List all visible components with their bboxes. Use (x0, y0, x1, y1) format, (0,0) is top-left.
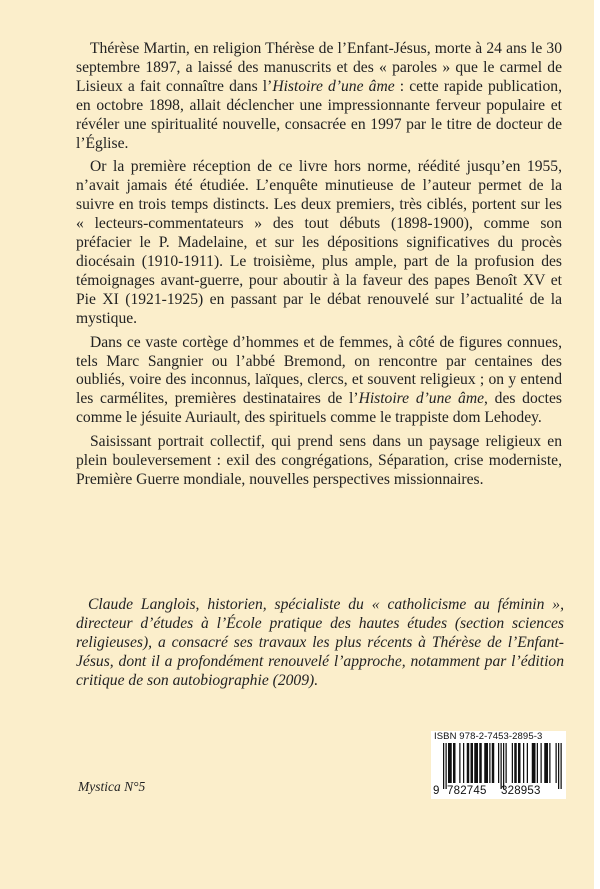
barcode-bar (498, 743, 499, 783)
page-edge (594, 0, 600, 889)
barcode-bar (459, 743, 460, 783)
barcode-guard-bar (501, 743, 502, 789)
blurb-paragraph-4: Saisissant portrait collectif, qui prend sens dans un paysage religieux en plein bouleversement : exil des congrégations, Séparation, crise moderniste, Première Guerre mondiale, nouvelles perspectives missionnaires. (76, 433, 562, 488)
bio-text-f: Thérèse de l’Enfant-Jésus (76, 633, 564, 670)
barcode-guard-bar (446, 743, 447, 789)
barcode-bar (544, 743, 548, 783)
barcode-bar (467, 743, 470, 783)
blurb-paragraph-1 (76, 40, 562, 153)
isbn-number: ISBN 978-2-7453-2895-3 (434, 731, 543, 742)
blurb-p1-text-b: : cette rapide publication, en octobre 1898, allait déclencher une impressionnante ferveur populaire et révéler une spiritualité nouvelle, consacrée en 1997 par le titre de docteur de l’Église. (76, 77, 562, 152)
back-cover-blurb (76, 40, 562, 495)
ean-first-digit: 9 (433, 785, 440, 797)
isbn-barcode (431, 731, 566, 799)
barcode-guard-bar (558, 743, 559, 789)
barcode-guard-bar (503, 743, 504, 789)
barcode-bar (448, 743, 452, 783)
barcode-bar (518, 743, 521, 783)
barcode-bar (479, 743, 482, 783)
barcode-bar (489, 743, 490, 783)
series-label: Mystica N°5 (78, 779, 146, 794)
barcode-bar (523, 743, 524, 783)
barcode-guard-bar (443, 743, 444, 789)
blurb-p1-title: Histoire d’une âme (272, 77, 395, 95)
bio-text-g: , dont il a profondément renouvelé l’approche, notamment par l’édition critique de son autobiographie (2009). (76, 652, 564, 689)
blurb-p1-text-a: Thérèse Martin, en religion Thérèse de l’Enfant-Jésus, morte à 24 ans le 30 septembre 1897, a laissé des manuscrits et des « paroles » que le carmel de Lisieux a fait connaître dans l’ (76, 40, 562, 95)
barcode-bar (492, 743, 495, 783)
bio-text-b: catholicisme au féminin (387, 596, 545, 613)
barcode-bar (484, 743, 488, 783)
barcode-bar (514, 743, 517, 783)
ean-left-digits: 782745 (447, 785, 487, 797)
ean-right-digits: 328953 (501, 785, 541, 797)
blurb-p3-title: Histoire d’une âme (358, 390, 485, 408)
blurb-p3-text-b: , des doctes comme le jésuite Auriault, des spirituels comme le trappiste dom Lehodey. (76, 390, 562, 427)
barcode-bar (541, 743, 542, 783)
barcode-bar (537, 743, 538, 783)
barcode-bar (532, 743, 536, 783)
barcode-bar (549, 743, 550, 783)
blurb-p3-text-a: Dans ce vaste cortège d’hommes et de femmes, à côté de figures connues, tels Marc Sangnier ou l’abbé Bremond, on rencontre par centaines des oubliés, voire des inconnus, laïques, clercs, et souvent religieux ; on y entend les carmélites, premières destinataires de l’ (76, 333, 562, 408)
barcode-bar (512, 743, 513, 783)
bio-text-d: École pratique des hautes études (226, 614, 448, 632)
bio-text-c: », directeur d’études à l’ (76, 596, 564, 632)
barcode-bar (453, 743, 456, 783)
author-bio (76, 596, 564, 691)
barcode-guard-bar (561, 743, 562, 789)
blurb-paragraph-2: Or la première réception de ce livre hors norme, réédité jusqu’en 1955, n’avait jamais été étudiée. L’enquête minutieuse de l’auteur permet de la suivre en trois temps distincts. Les deux premiers, très ciblés, portent sur les « lecteurs-commentateurs » des tout débuts (1898-1900), comme son préfacier le P. Madelaine, et sur les dépositions significatives du procès diocésain (1910-1911). Le troisième, plus ample, part de la profusion des témoignages avant-guerre, pour aboutir à la faveur des papes Benoît XV et Pie XI (1921-1925) en passant par le débat renouvelé sur l’actualité de la mystique. (76, 158, 562, 327)
barcode-bar (474, 743, 478, 783)
barcode-bar (556, 743, 557, 783)
barcode-bar (506, 743, 507, 783)
barcode-bar (471, 743, 474, 783)
barcode-bar (463, 743, 464, 783)
blurb-paragraph-3 (76, 334, 562, 429)
bio-text-e: (section sciences religieuses), a consacré ses travaux les plus récents à (76, 614, 564, 651)
bio-text-a: Claude Langlois, historien, spécialiste du « (88, 596, 388, 613)
barcode-bar (527, 743, 528, 783)
